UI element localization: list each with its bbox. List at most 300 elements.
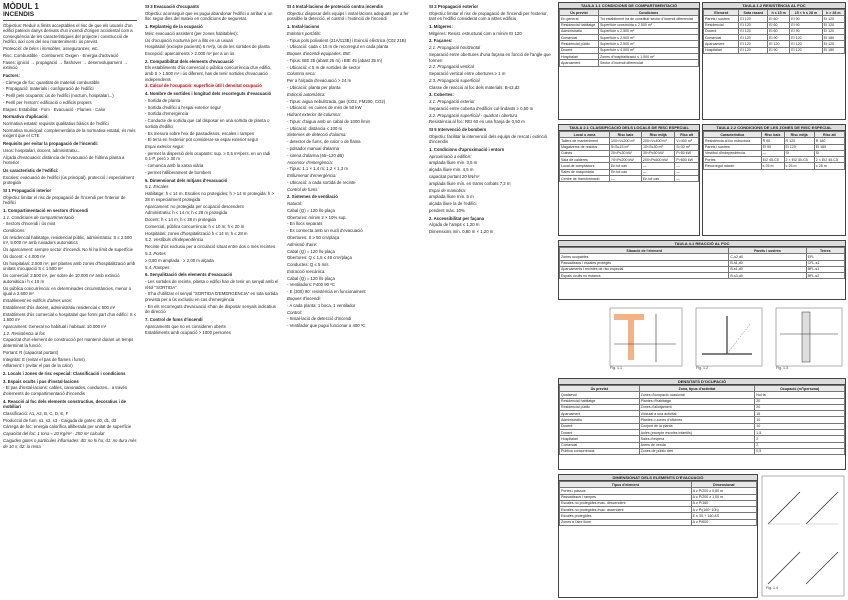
paragraph: Aproximació a edificis: [429, 153, 472, 159]
paragraph: Admissió d'aire: [287, 241, 318, 247]
paragraph: ≥ 0,80 m amplada · ≥ 2,00 m alçada [145, 257, 214, 263]
paragraph: - Ubicació: cada ≤ 15 m de recorregut en cada planta [287, 44, 389, 50]
paragraph: pendent màx. 10% [429, 207, 465, 213]
paragraph: amplada lliure mín. 3,5 m [429, 160, 478, 166]
stairs-icon [760, 474, 846, 598]
paragraph: amplada lliure mín. en trams corbats 7,2 m [429, 180, 511, 186]
paragraph: - Tipus: d'aigua amb un cabal de 1000 l/min [287, 118, 370, 124]
paragraph: - Conducte de sortida que cal disposar en una sortida de planta o sortida d'edifici [145, 118, 270, 129]
table-cell: EI 180 [822, 35, 844, 41]
table-cell: Administratiu [560, 417, 640, 423]
table-cell: Docent [560, 430, 640, 436]
paragraph: 1. Mitgeres: [429, 23, 453, 29]
table-cell: 20<P≤30 kW [609, 150, 641, 156]
table-cell: 5<S≤15 m² [609, 144, 641, 150]
data-table [703, 9, 845, 54]
table-cell: EI 90 [768, 35, 790, 41]
facade-wall-icon [772, 304, 846, 374]
table-cell: EI 120 [790, 47, 822, 53]
paragraph: 2. Compatibilitat dels elements d'evacuació [145, 58, 234, 64]
table-cell: 70<P≤200 kW [609, 157, 641, 163]
paragraph: Obertures: Q ≤ 1,5 ≤ 40 cm²/plaça [287, 255, 352, 261]
paragraph: 6. Senyalització dels elements d'evacuació [145, 272, 233, 278]
paragraph: - El pas d'instal·lacions: cables, canonades, conductes... a través d'elements de compartimentació d'incendis [3, 385, 128, 396]
table-evacuation-dimensioning [558, 474, 758, 598]
table-title: TAULA 2.1 CLASSIFICACIÓ DELS LOCALS DE RISC ESPECIAL [559, 125, 699, 131]
table-cell: Conjunt de la planta [639, 423, 755, 429]
table-cell: Passadissos i escales protegits [560, 260, 729, 266]
table-cell: EI 120 [739, 16, 768, 22]
paragraph: 2.1. Propagació horitzontal [429, 45, 481, 51]
paragraph: - permet la dispersió dels ocupants: sup. ≥ 0,5 m²/pers. en un radi 0,1·P, però ≥ 30 m [145, 150, 271, 162]
column-header: Ús previst [560, 386, 640, 392]
paragraph: - Perill per l'entorn: edificació o edificis propers [3, 99, 92, 105]
table-cell: Superfície ≤ 2.500 m² [598, 28, 698, 34]
table-cell: EI 120 [739, 22, 768, 28]
paragraph: Mitgeres: Resist. estructural com a mínim EI 120 [429, 30, 522, 36]
data-table [559, 385, 845, 455]
paragraph: - Tipus: BIE 25 (abast 25 m) i BIE 45 (abast 35 m) [287, 57, 383, 63]
table-cell: — [675, 169, 699, 175]
table-cell: CFL-s1 [806, 260, 844, 266]
paragraph: SI 5 Intervenció de bombers [429, 126, 487, 132]
paragraph: Producció de fum: s1, s2, s3 · Caiguda de gotes: d0, d1, d2 [3, 417, 117, 423]
table-cell: A ≥ P/200 ≥ 1,00 m [691, 494, 756, 500]
figure-caption: Fig. 1.1 [610, 366, 622, 370]
table-cell: Plantes d'habitatge [639, 398, 755, 404]
column-header: Risc baix [609, 132, 641, 138]
column-header: Sota rasant [739, 10, 768, 16]
table-cell: Nul·la [755, 392, 845, 398]
data-table [703, 131, 845, 170]
table-cell: S>30 m² [675, 144, 699, 150]
table-compartment-conditions [558, 2, 700, 120]
paragraph: 2.2. Propagació vertical [429, 64, 474, 70]
paragraph: - Les sortides de recinte, planta o edifici han de tenir un senyal amb el rètol "SORTIDA" [145, 278, 279, 290]
column-header: Tipus d'element [560, 482, 692, 488]
paragraph: - Ventiladors: F400 90 ºC [287, 282, 335, 288]
table-cell: A ≥ P/200 ≥ 0,80 m [691, 488, 756, 494]
table-cell: Portes i passos [560, 488, 692, 494]
paragraph: Enllumenat d'emergència: [287, 173, 337, 179]
table-cell: 0,5 [755, 448, 845, 454]
table-cell: En general [560, 16, 599, 22]
column-header: Local o zona [560, 132, 610, 138]
figure-caption: Fig. 1.3 [776, 366, 788, 370]
table-cell: 2 × EI2 45-C5 [814, 157, 844, 163]
table-cell: — [761, 150, 784, 156]
table-cell: Sales d'espera [639, 436, 755, 442]
table-cell: EI 180 [822, 47, 844, 53]
paragraph: 7. Control de fums d'incendi [145, 316, 203, 322]
paragraph: alçada lliure la de l'edifici [429, 201, 477, 207]
table-title: TAULA 1.1 CONDICIONS DE COMPARTIMENTACIÓ [559, 3, 699, 9]
paragraph: Control de fums: [287, 186, 319, 192]
paragraph: 5.1. Escales [145, 184, 169, 190]
table-cell: EI 120 [739, 41, 768, 47]
table-cell: Comercial [704, 35, 739, 41]
table-cell: 15 [755, 411, 845, 417]
paragraph: Objectiu: disposar dels equips i instal·lacions adequats per a fer possible la detecció, el control i l'extinció de l'incendi [287, 10, 409, 22]
table-cell: Aparcament [704, 41, 739, 47]
table-cell: A ≥ P/(160−10h) [691, 507, 756, 513]
text-column-2 [142, 0, 282, 600]
table-cell: Local de comptadors [560, 163, 610, 169]
document-subtitle: INCENDIS [3, 11, 35, 18]
paragraph: Dimensions mín. 0,80 m × 1,20 m [429, 229, 494, 235]
table-cell: Escales no protegides evac. ascendent [560, 507, 692, 513]
paragraph: Càrrega de foc: energia calorífica alliberada per unitat de superfície [3, 424, 132, 430]
figure-caption: Fig. 1.4 [766, 586, 778, 590]
table-cell: EI 120 [739, 35, 768, 41]
table-cell: 30<P≤50 kW [642, 150, 675, 156]
title-divider [3, 20, 137, 21]
table-cell: 10 [755, 417, 845, 423]
paragraph: Hidrant exterior de columna: [287, 112, 341, 118]
paragraph: 1.1. Condicions de compartimentació [3, 214, 74, 220]
table-cell: 200<V≤400 m³ [642, 138, 675, 144]
table-cell: Administratiu [560, 28, 599, 34]
table-cell: A ≥ P/600 [691, 519, 756, 525]
paragraph: Cabal (Q) = 120 l/s·plaça [287, 207, 335, 213]
column-2-paragraphs [145, 4, 279, 336]
table-cell: 20 [755, 398, 845, 404]
data-table [559, 247, 845, 279]
paragraph: Normativa d'aplicació: [3, 114, 49, 120]
paragraph: Objectiu: facilitar la intervenció dels equips de rescat i extinció d'incendis [429, 133, 547, 145]
paragraph: Ús pública concurrència: en determinades circumstàncies, menor o igual a 2.500 m² [3, 285, 132, 297]
paragraph: 2. Sistemes de ventilació [287, 194, 338, 200]
column-header: Característica [704, 132, 762, 138]
paragraph: - El terra en l'exterior pot considerar-se espai exterior segur [145, 137, 259, 143]
table-cell: Hospitalari [560, 54, 599, 60]
column-header: Risc alt [675, 132, 699, 138]
table-cell: Pública concurrència [560, 448, 640, 454]
table-fire-reaction [558, 240, 846, 300]
data-table [559, 481, 757, 526]
paragraph: SI 1 Propagació interior [3, 187, 52, 193]
table-cell: Superfície ≤ 4.000 m² [598, 47, 698, 53]
paragraph: capacitat portant 20 kN/m² [429, 174, 480, 180]
paragraph: Control: [287, 309, 303, 315]
column-header: h ≤ 15 m [768, 10, 790, 16]
column-header: Parets i sostres [729, 248, 806, 254]
paragraph: Integritat: E (evitar el pas de flames i fums) [3, 356, 85, 362]
paragraph: SI 2 Propagació exterior [429, 4, 479, 9]
paragraph: Establiment d'ús docent, administratiu residencial ≤ 500 m² [3, 304, 116, 310]
table-cell: Aparcaments i recintes de risc especial [560, 266, 729, 272]
column-4-paragraphs [429, 4, 553, 235]
paragraph: Boques d'incendi: [287, 296, 321, 302]
paragraph: Obertures: mínim 2 × 10% sup. [287, 214, 347, 220]
table-cell: — [642, 163, 675, 169]
paragraph: SI 4 Instal·lacions de protecció contra incendis [287, 4, 383, 9]
paragraph: - Tipus: 1,1 × 1,4 m; 1,2 × 1,3 m [287, 166, 348, 172]
table-cell: R 90 [761, 138, 784, 144]
paragraph: Requisits per evitar la propagació de l'incendi: [3, 141, 99, 147]
paragraph: Extintors portàtils: [287, 30, 322, 36]
paragraph: amplada lliure mín. 5 m [429, 194, 474, 200]
table-cell: Residencial públic [560, 404, 640, 410]
paragraph: Extinció automàtica: [287, 91, 326, 97]
facade-diagram-1 [606, 304, 686, 374]
paragraph: 3.1. Propagació exterior [429, 99, 475, 104]
paragraph: Espai exterior segur: [145, 144, 185, 150]
column-header: Ocupació (m²/persona) [755, 386, 845, 392]
paragraph: 1. Condicions d'aproximació i entorn [429, 146, 505, 152]
column-1-paragraphs [3, 23, 137, 450]
table-cell: — [675, 163, 699, 169]
table-cell: EI 120 [822, 16, 844, 22]
table-cell: Superfície ≤ 2.500 m² [598, 41, 698, 47]
table-cell: En tot cas [642, 176, 675, 182]
paragraph: - Ubicació: en cuines de més de 50 kW [287, 105, 362, 111]
paragraph: Hospitalari: zones d'hospitalització h ≤ 14 m; h ≤ 28 m [145, 230, 248, 236]
paragraph: - E (300) 90: resistència en funcionament [287, 289, 366, 295]
paragraph: Objectiu: limitar el risc de propagació de l'incendi per l'exterior, tant en l'edifici considerat com a altres edificis [429, 10, 548, 22]
paragraph: Objectius: Reduir a límits acceptables el risc de que els usuaris d'un edifici pateixin danys derivats d'un incendi d'origen accidental com a conseqüència de les característiques del projecte i construcció de l'edifici, així com del seu manteniment i ús previst. [3, 22, 133, 45]
paragraph: - Ubicació: ≤ 5 m de sortides de sector [287, 64, 361, 70]
paragraph: Objectiu: aconseguir que es pugui abandonar l'edifici o arribar a un lloc segur dins del mateix en condicions de seguretat. [145, 10, 273, 22]
paragraph: Ús residencial habitatge, residencial públic, administratiu: S ≤ 2.500 m², 5.000 m² amb ruixadors automàtics [3, 234, 132, 246]
table-cell: EI2 45-C5 [761, 157, 784, 163]
paragraph: Aparcament: no protegida per ocupació descendent [145, 203, 244, 209]
paragraph: - Sectors d'incendi i ús mixt [3, 221, 56, 227]
paragraph: - Es connecta amb un nucli d'evacuació [287, 228, 363, 234]
text-column-4 [426, 0, 556, 600]
paragraph: Hospitalari (excepte pacients) 5 m²/p, ús de les sortides de planta [145, 44, 270, 50]
column-header: Situació de l'element [560, 248, 729, 254]
paragraph: Ús d'ocupació nocturna per a llits en un usuari [145, 37, 234, 43]
table-title: DIMENSIONAT DELS ELEMENTS D'EVACUACIÓ [559, 475, 757, 481]
table-row [560, 519, 757, 525]
table-cell: Docent [560, 47, 599, 53]
paragraph: 5. Dimensionat dels mitjans d'evacuació [145, 177, 228, 183]
table-cell: Àrees de venda [639, 442, 755, 448]
data-table [559, 131, 699, 182]
table-title: TAULA 1.2 RESISTÈNCIA AL FOC [703, 3, 845, 9]
table-cell: — [675, 176, 699, 182]
paragraph: Separació entre coberta d'edificis col·lindants ≥ 0,50 m [429, 105, 534, 111]
paragraph: SI 3 Evacuació d'ocupants [145, 4, 200, 9]
table-cell: 2 × EI2 30-C5 [784, 157, 814, 163]
table-row [560, 273, 845, 279]
paragraph: - Perill pels ocupants: ús de l'edifici (nocturn, hospitalari...) [3, 93, 114, 99]
paragraph: Classe de reacció al foc dels materials: B-s3,d2 [429, 84, 520, 90]
table-cell: Comercial [560, 35, 599, 41]
table-cell: 20 [755, 404, 845, 410]
paragraph: Fases: ignició → propagació → flashover → desenvolupament → extinció [3, 59, 128, 71]
table-cell: Parets i sostres [704, 144, 762, 150]
paragraph: Recinte d'ús exclusiu per a circulació situat entre dos o més recintes [145, 244, 276, 250]
figure-caption: Fig. 1.2 [696, 366, 708, 370]
paragraph: - detector de fums, de calor o de flama [287, 139, 361, 145]
table-cell: B-s3,d0 [729, 273, 806, 279]
table-title: TAULA 2.2 CONDICIONS DE LES ZONES DE RISC ESPECIAL [703, 125, 845, 131]
table-cell: ≤ 25 m [814, 163, 844, 169]
table-cell: B-s1,d0 [729, 260, 806, 266]
table-cell: EI 60 [768, 16, 790, 22]
column-header: Risc alt [814, 132, 844, 138]
column-header: h > 28 m [822, 10, 844, 16]
facade-diagram-2 [692, 304, 767, 374]
table-cell: Portes [704, 157, 762, 163]
table-cell: EI 90 [790, 28, 822, 34]
paragraph: Separació entre obertures d'una façana en funció de l'angle que formen [429, 51, 551, 63]
table-cell: Magatzems de residus [560, 144, 610, 150]
table-occupancy-density [558, 378, 846, 470]
table-cell: — [609, 176, 641, 182]
table-cell: 200<P≤600 kW [642, 157, 675, 163]
table-cell: 1,5 [755, 430, 845, 436]
paragraph: Portant: R (capacitat portant) [3, 349, 59, 355]
paragraph: Protecció: de béns i immobles, assegurances, etc. [3, 46, 99, 52]
paragraph: Columna seca: [287, 71, 316, 77]
paragraph: 2. Locals i zones de risc especial: Classificació i condicions [3, 370, 126, 376]
table-row [560, 448, 845, 454]
paragraph: Administratiu: h ≤ 14 m; h ≤ 28 m protegida [145, 210, 228, 216]
table-cell: Residencial [704, 22, 739, 28]
table-cell: Parets i sostres [704, 16, 739, 22]
table-fire-resistance [702, 2, 846, 120]
paragraph: Natural: [287, 201, 303, 207]
table-cell: EI 120 [739, 47, 768, 53]
paragraph: - Ubicació: distància ≤ 100 m [287, 125, 343, 131]
paragraph: Etapes: Estabilitat · Fum · Evacuació · Flames · Calor [3, 106, 106, 112]
paragraph: - sirena d'alarma (65–120 dB) [287, 152, 344, 158]
table-cell: Residencial públic [560, 41, 599, 47]
table-cell: En tot cas [609, 163, 641, 169]
table-row [704, 47, 845, 53]
table-cell: P>50 kW [675, 150, 699, 156]
paragraph: Sistemes de detecció d'alarma: [287, 132, 347, 138]
paragraph: - Ubicació: planta per planta [287, 85, 341, 90]
table-cell: Docent [560, 423, 640, 429]
table-cell: Centre de transformació [560, 176, 610, 182]
paragraph: - Es mesura sobre l'eix de passadissos, escales i rampes [145, 130, 255, 136]
table-cell: Zones a l'aire lliure [560, 519, 692, 525]
document-title: MÒDUL 1 [3, 2, 39, 11]
paragraph: 3.2. Propagació superficial - quadrat i obertura [429, 112, 518, 118]
table-cell: EI 90 [790, 22, 822, 28]
table-row [704, 163, 845, 169]
table-cell: Comercial [560, 442, 640, 448]
column-header: Element [704, 10, 739, 16]
paragraph: 5.2. Vestíbuls d'independència [145, 237, 204, 243]
paragraph: 2. Accessibilitat per façana [429, 215, 485, 221]
table-special-risk-classification [558, 124, 700, 236]
paragraph: Boques d'incendi equipades, BIE: [287, 51, 352, 57]
paragraph: Excepció: aparcaments > 2.000 m² per a un ús [145, 51, 235, 57]
paragraph: 1. Replanteig de la ocupació [145, 23, 203, 29]
paragraph: 4. Nombre de sortides i longitud dels recorreguts d'evacuació [145, 91, 272, 97]
paragraph: - Sortida d'edifici a l'espai exterior segur [145, 104, 221, 110]
paragraph: Ús característic de l'edifici: [3, 167, 59, 173]
paragraph: - comunica amb la xarxa viària [145, 163, 204, 169]
table-cell: 15<S≤30 m² [642, 144, 675, 150]
table-cell: Plantes o zones d'oficines [639, 417, 755, 423]
table-cell: R 180 [814, 138, 844, 144]
paragraph: 1. Instal·lacions [287, 23, 320, 29]
paragraph: Normativa estatal: requisits qualitatius bàsics de l'edifici [3, 121, 109, 127]
paragraph: - A cada planta: 1 boca, 1 ventilador [287, 302, 356, 308]
paragraph: Habitatge: h ≤ 14 m. Escales no protegides; h > 14 m protegida; h > 28 m especialment protegida [145, 191, 274, 202]
paragraph: Establiment en edificis d'altres usos: [3, 297, 73, 303]
paragraph: Aïllament: I (evitar el pas de la calor) [3, 363, 73, 369]
table-cell: EI 60 [768, 28, 790, 34]
table-cell: Zones d'hospitalització ≤ 1.500 m² [598, 54, 698, 60]
table-cell: EI 120 [790, 35, 822, 41]
table-cell: Aparcament [560, 411, 640, 417]
paragraph: Docent: h ≤ 14 m; h ≤ 28 m protegida [145, 217, 216, 223]
paragraph: Establiment d'ús comercial o hospitalari que formi part d'un edifici: S ≤ 1.500 m² [3, 311, 137, 323]
paragraph: alçada lliure mín. 4,5 m [429, 167, 474, 173]
paragraph: Ascensor d'emergència: [287, 159, 333, 165]
paragraph: Usos: hospitalari, docent, administratiu... [3, 147, 81, 153]
table-row [560, 60, 699, 66]
table-cell: ≤ 25 m [784, 163, 814, 169]
table-cell: Tot establiment ha de constituir sector d'incendi diferenciat [598, 16, 698, 22]
table-cell: 10 [755, 423, 845, 429]
table-cell: EI 120 [822, 41, 844, 47]
table-cell: En tot cas [609, 169, 641, 175]
paragraph: 2. Façanes: [429, 38, 453, 44]
table-cell: E ≤ 3S + 160 AS [691, 513, 756, 519]
table-cell: EI 120 [784, 144, 814, 150]
paragraph: Ús docent: ≤ 4.000 m² [3, 254, 46, 260]
table-cell: EI 120 [739, 28, 768, 34]
paragraph: Cabal (Q) = 120 l/s·plaça [287, 248, 335, 254]
paragraph: Ús comercial: 2.500 m², per sobre de 10.000 m² amb extinció automàtica i h ≤ 10 m [3, 273, 120, 284]
column-header: Risc mitjà [784, 132, 814, 138]
paragraph: Cabal (Q) = 120 l/s·plaça [287, 275, 335, 281]
column-header: Zona, tipus d'activitat [639, 386, 755, 392]
table-cell: Qualsevol [560, 392, 640, 398]
table-cell: Zones ocupables [560, 254, 729, 260]
paragraph: - Càrrega de foc: quantitat de material combustible [3, 79, 100, 85]
facade-angle-icon [692, 304, 767, 374]
table-cell: Resistència al foc estructura [704, 138, 762, 144]
table-cell: EI 120 [822, 28, 844, 34]
paragraph: Risc: Combustible · Comburent: Oxigen · Energia d'activació [3, 52, 119, 58]
paragraph: - Sortida d'emergència [145, 111, 189, 117]
text-column-3 [284, 0, 424, 600]
table-cell: Espais ocults no estancs [560, 273, 729, 279]
stair-diagrams [760, 474, 846, 598]
table-cell: C-s2,d0 [729, 254, 806, 260]
paragraph: 2.3. Propagació superficial [429, 77, 480, 83]
paragraph: Capacitat d'un element de construcció per mantenir durant un temps determinat la funció: [3, 337, 134, 349]
paragraph: Comercial, pública concurrència: h ≤ 10 m; h ≤ 20 m [145, 223, 245, 229]
paragraph: Caigudes gotes o partícules inflamades: d0: no hi ha; d1: no dura més de 10 s; d2: la resta [3, 438, 137, 449]
paragraph: - Tipus: aigua nebulitzada, gas (CO2, FM200, CO2) [287, 98, 386, 104]
table-cell: Superfície ≤ 2.500 m² [598, 35, 698, 41]
paragraph: Espai de maniobra: [429, 187, 467, 193]
paragraph: Ús aparcament: sempre sector d'incendi. No hi ha límit de superfície [3, 247, 134, 253]
table-cell: Escales protegides [560, 513, 692, 519]
table-cell: A ≥ P/160 [691, 500, 756, 506]
table-cell: Zones de públic dret [639, 448, 755, 454]
paragraph: 3. Espais ocults i pas d'instal·lacions [3, 378, 79, 384]
paragraph: Separació vertical entre obertures ≥ 1 m [429, 71, 506, 77]
table-cell: Recorregut màxim [704, 163, 762, 169]
table-cell: BFL-s2 [806, 273, 844, 279]
paragraph: Condicions: [3, 228, 26, 234]
paragraph: Classificació: A1, A2, B, C, D, E, F [3, 410, 69, 416]
column-header: Dimensionat [691, 482, 756, 488]
column-header: 15 < h ≤ 28 m [790, 10, 822, 16]
column-header: Risc mitjà [642, 132, 675, 138]
